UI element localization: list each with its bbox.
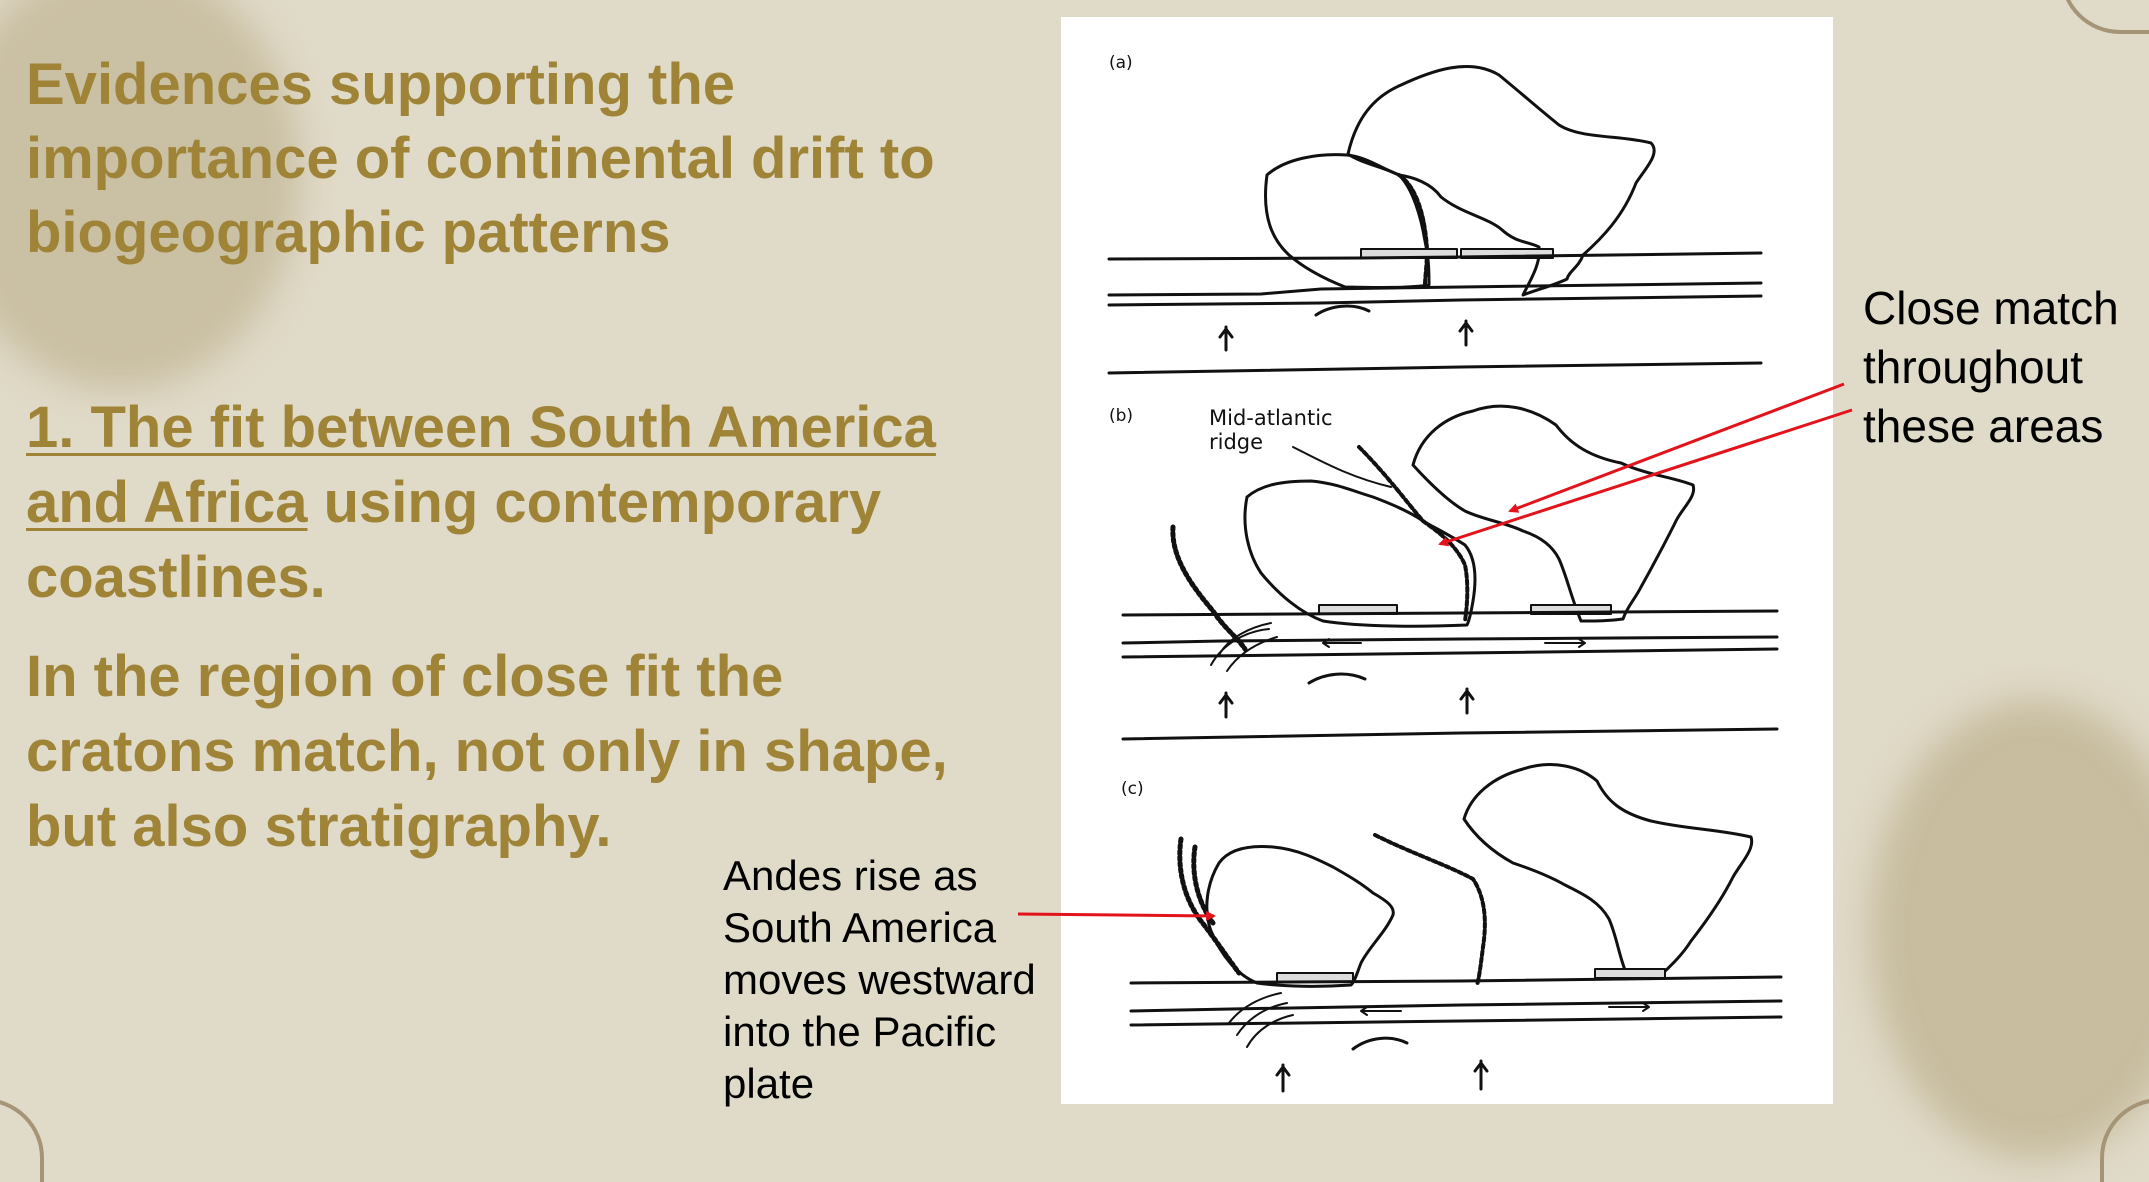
panel-a-label: (a) bbox=[1109, 53, 1133, 73]
point-fit-underlined: 1. The fit between South America and Africa bbox=[26, 395, 936, 535]
rotation-arc-a bbox=[1316, 306, 1369, 315]
ridge-label-line1: Mid-atlantic bbox=[1209, 406, 1333, 430]
point-fit bbox=[26, 390, 1036, 615]
callout-andes bbox=[723, 850, 1036, 1110]
callout-close-match-line2: throughout bbox=[1863, 341, 2083, 393]
africa-outline-c bbox=[1464, 765, 1752, 977]
base-line-a bbox=[1109, 363, 1761, 373]
plate-band-mid-c bbox=[1131, 1001, 1781, 1011]
craton-hatch-c2 bbox=[1595, 969, 1665, 978]
arrow-down-a2 bbox=[1460, 321, 1472, 345]
spreading-arrow-c1 bbox=[1361, 1007, 1401, 1015]
andes-trench-c bbox=[1180, 839, 1239, 973]
frame-corner-bottom-left bbox=[0, 1098, 44, 1182]
callout-andes-line1: Andes rise as bbox=[723, 852, 978, 899]
point-fit-rest: using contemporary coastlines. bbox=[26, 470, 882, 610]
arrow-down-a1 bbox=[1220, 327, 1232, 350]
slide-title: Evidences supporting the importance of continental drift to biogeographic patterns bbox=[26, 52, 935, 265]
spreading-arrow-b2 bbox=[1545, 639, 1585, 647]
arrow-down-c2 bbox=[1475, 1061, 1487, 1089]
callout-andes-line2: South America bbox=[723, 904, 997, 951]
rotation-arc-c bbox=[1353, 1038, 1407, 1049]
callout-andes-line5: plate bbox=[723, 1060, 815, 1107]
plate-band-top-b bbox=[1123, 611, 1777, 615]
plate-band-mid-a bbox=[1109, 283, 1761, 295]
plate-band-low-a bbox=[1109, 296, 1761, 305]
arrow-down-c1 bbox=[1277, 1065, 1289, 1091]
ridge-line-b bbox=[1359, 447, 1467, 621]
base-line-b bbox=[1123, 729, 1777, 739]
trench-b bbox=[1173, 527, 1245, 649]
arrow-down-b2 bbox=[1461, 689, 1473, 713]
background-stain-bottom-right bbox=[1870, 700, 2149, 1160]
continental-drift-figure bbox=[1061, 17, 1833, 1104]
frame-corner-top-right bbox=[2060, 0, 2149, 34]
ridge-label-line2: ridge bbox=[1209, 430, 1264, 454]
callout-andes-line3: moves westward bbox=[723, 956, 1036, 1003]
africa-outline-a bbox=[1348, 66, 1654, 295]
panel-b-label: (b) bbox=[1109, 406, 1134, 426]
callout-close-match bbox=[1863, 282, 2119, 453]
callout-close-match-line1: Close match bbox=[1863, 282, 2119, 334]
africa-outline-b bbox=[1413, 406, 1694, 621]
callout-andes-line4: into the Pacific bbox=[723, 1008, 997, 1055]
arrow-down-b1 bbox=[1220, 693, 1232, 717]
drift-diagram bbox=[1061, 17, 1833, 1104]
panel-c-label: (c) bbox=[1121, 779, 1144, 799]
plate-band-top-c bbox=[1131, 977, 1781, 983]
point-stratigraphy: In the region of close fit the cratons match, not only in shape, but also stratigraphy. bbox=[26, 644, 948, 859]
subduction-curves-c bbox=[1229, 993, 1293, 1047]
plate-band-mid-b bbox=[1123, 637, 1777, 643]
callout-close-match-line3: these areas bbox=[1863, 400, 2104, 452]
rotation-arc-b bbox=[1309, 674, 1365, 683]
